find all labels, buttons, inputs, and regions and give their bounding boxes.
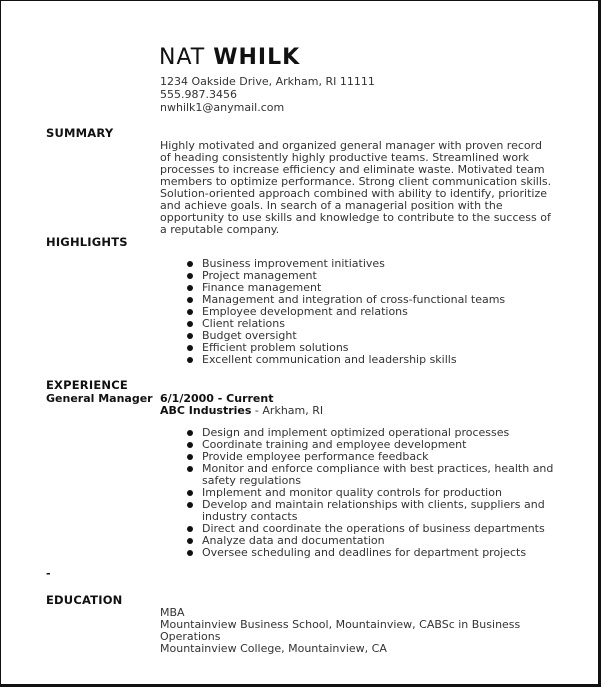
phone: 555.987.3456 [160, 88, 237, 101]
list-item: Provide employee performance feedback [185, 451, 565, 463]
list-item: Finance management [185, 282, 505, 294]
company-location: - Arkham, RI [251, 404, 324, 417]
list-item: Budget oversight [185, 330, 505, 342]
list-item: Monitor and enforce compliance with best practices, health and safety regulations [185, 463, 565, 487]
summary-heading: SUMMARY [46, 126, 114, 140]
list-item: Design and implement optimized operational processes [185, 427, 565, 439]
list-item: Management and integration of cross-functional teams [185, 294, 505, 306]
last-name: WHILK [213, 45, 301, 70]
candidate-name [159, 45, 300, 70]
highlights-heading: HIGHLIGHTS [46, 235, 128, 249]
job-title: General Manager [46, 392, 153, 405]
first-name: NAT [159, 45, 206, 70]
duties-list [185, 427, 565, 559]
list-item: Analyze data and documentation [185, 535, 565, 547]
list-item: Excellent communication and leadership skills [185, 354, 505, 366]
address: 1234 Oakside Drive, Arkham, RI 11111 [160, 75, 375, 88]
school-line: Mountainview Business School, Mountainview, CABSc in Business Operations [160, 618, 521, 643]
college-line: Mountainview College, Mountainview, CA [160, 642, 387, 655]
list-item: Efficient problem solutions [185, 342, 505, 354]
list-item: Oversee scheduling and deadlines for department projects [185, 547, 565, 559]
summary-text: Highly motivated and organized general manager with proven record of heading consistently highly productive teams. Streamlined work processes to increase efficiency and eliminate waste. Motivated team members to optimize performance. Strong client communication skills. Solution-oriented approach combined with ability to identify, prioritize and achieve goals. In search of a managerial position with the opportunity to use skills and knowledge to contribute to the success of a reputable company. [160, 139, 552, 236]
list-item: Project management [185, 270, 505, 282]
list-item: Business improvement initiatives [185, 258, 505, 270]
contact-block [160, 75, 375, 114]
education-block [160, 607, 540, 655]
list-item: Implement and monitor quality controls for production [185, 487, 565, 499]
company-line [160, 404, 323, 417]
email: nwhilk1@anymail.com [160, 101, 285, 114]
experience-heading: EXPERIENCE [46, 378, 128, 392]
list-item: Coordinate training and employee development [185, 439, 565, 451]
list-item: Employee development and relations [185, 306, 505, 318]
list-item: Client relations [185, 318, 505, 330]
job-dates: 6/1/2000 - Current [160, 392, 274, 405]
list-item: Direct and coordinate the operations of business departments [185, 523, 565, 535]
degree: MBA [160, 606, 185, 619]
company-name: ABC Industries [160, 404, 252, 417]
education-heading: EDUCATION [46, 593, 123, 607]
list-item: Develop and maintain relationships with clients, suppliers and industry contacts [185, 499, 565, 523]
highlights-list [185, 258, 505, 366]
section-separator: - [46, 567, 51, 580]
